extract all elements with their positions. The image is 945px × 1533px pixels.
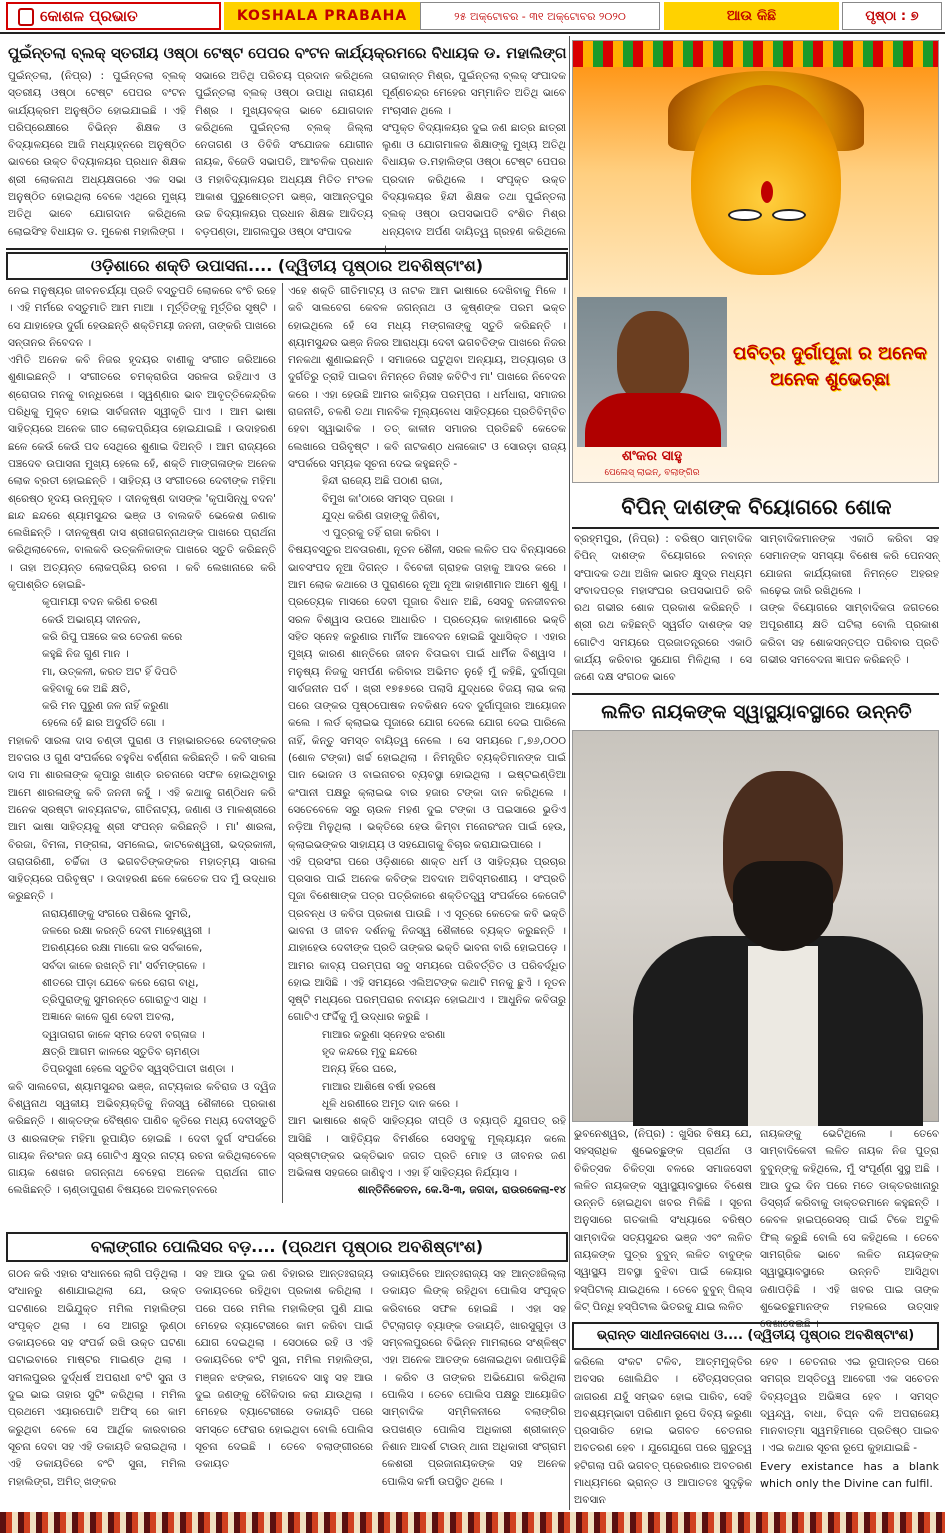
poem-line: ହୃଦ କନ୍ଦରେ ମୃଦୁ ଛନ୍ଦରେ xyxy=(322,1046,418,1059)
goddess-eye xyxy=(728,209,762,221)
story5-col1: ଭୁବନେଶ୍ୱର, (ନିପ୍ର) : ଖୁସିର ବିଷୟ ଯେ, ସହସ୍ରାଧିକ ଶୁଭେଚ୍ଛୁଙ୍କ ପ୍ରାର୍ଥନା ଓ ଚିକିତ୍ସକ ଚିକିତ୍ସା ବଳରେ ସମାଜସେବୀ ଲଳିତ ନାୟକଙ୍କ ସ୍ୱାସ୍ଥ୍ୟାବସ୍ଥାରେ ବିଶେଷ ଉନ୍ନତି ହୋଇଥିବା ଖବର ମିଳିଛି । ସୂଚନା ଅନୁସାରେ ଗତକାଲି ସଂଧ୍ୟାରେ ବରିଷ୍ଠ ସାମ୍ବାଦିକ ସତ୍ୟସୁନ୍ଦର ଭଞ୍ଜ ଏବଂ ଲଳିତ ନାୟକଙ୍କ ପୁତ୍ର ବୁବୁନ୍ ଲଳିତ ବାବୁଙ୍କ ସ୍ୱାସ୍ଥ୍ୟ ଅବସ୍ଥା ବୁଝିବା ପାଇଁ କେୟାର ହସ୍ପିଟାଲ୍ ଯାଇଥିଲେ । ତେବେ ବୁବୁନ୍ ପିଲ୍ସ କିଟ୍ ପିନ୍ଧି ହସ୍ପିଟାଲ ଭିତରକୁ ଯାଇ ଲଳିତ xyxy=(574,1128,752,1313)
sponsor-name: ଶଂକର ସାହୁ xyxy=(621,448,683,464)
goddess-durga-illustration xyxy=(691,85,841,275)
divider xyxy=(6,248,568,250)
story2-para: ମହାକବି ସାରଳା ଦାସ ଚଣ୍ଡୀ ପୁରାଣ ଓ ମହାଭାରତରେ ଦେବୀଙ୍କର ଅବତାର ଓ ଗୁଣ ସଂପର୍କରେ ବହୁବିଧ ବର୍ଣ୍ଣନା କରିଛନ୍ତି । କବି ସାରଳା ଦାସ ମା ଶାରଳାଙ୍କ କୃପାରୁ ଖାଣ୍ଡ ରଚନାରେ ସଫଳ ହୋଇଥିବାରୁ ଆମେ ଶାରଳାଙ୍କୁ କବି ଜନନୀ କହୁଁ । ଏହି କଥାକୁ ଗଣ୍ଠିଧନ କରି ଅନେକ ସ୍ରଷ୍ଟା କାବ୍ୟନାଟକ, ଗୀତିନାଟ୍ୟ, ଜଣାଣ ଓ ମାଳଶ୍ରୀରେ ଆମ ଭାଷା ସାହିତ୍ୟକୁ ଶ୍ରୀ ସଂପନ୍ନ କରିଛନ୍ତି । ମା' ଶାରଳା, ବିରଜା, ବିମଳା, ମଙ୍ଗଳା, ସମଲେଇ, କାଟକେଶ୍ୱରୀ, ଭଦ୍ରକାଳୀ, ତାରାତାରିଣୀ, ଚର୍ଚ୍ଚିକା ଓ ଭଗବତିଙ୍କଙ୍କର ମହାତ୍ମ୍ୟ ସାରଳା ସାହିତ୍ୟରେ ପରିବୃଷ୍ଟ । ଉଦାହରଣ ଛଳେ କେତେକ ପଦ ମୁଁ ଉଦ୍ଧାର କରୁଛନ୍ତି । xyxy=(8,734,276,903)
poem-line: ଅନ୍ୟ ହିଁରେ ଘରେ, xyxy=(322,1063,397,1076)
story6-english-quote: Every existance has a blank which only the Divine can fulfil. xyxy=(760,1459,939,1491)
column-divider xyxy=(282,283,283,1203)
photo-shirt xyxy=(748,946,818,1126)
greeting-message: ପବିତ୍ର ଦୁର୍ଗାପୂଜା ର ଅନେକ ଅନେକ ଶୁଭେଚ୍ଛା xyxy=(733,343,927,390)
story6-col2 xyxy=(760,1354,939,1508)
story1-col3: ତାରାକାନ୍ତ ମିଶ୍ର, ପୁଇଁନ୍ତଲା ବ୍ଲକ୍ ସଂପାଦକ ପୂର୍ଣ୍ଣଚନ୍ଦ୍ର ମେହେର ସମ୍ମାନିତ ଅତିଥି ଭାବେ ମଂଚାସୀନ ଥିଲେ । ସଂପୃକ୍ତ ବିଦ୍ୟାଳୟର ଦୁଇ ଜଣ ଛାତ୍ର ଛାତ୍ରୀ ଲୁଣା ଓ ଯୋଗମାଳଜ ଶିକ୍ଷାଙ୍କୁ ମୁଖ୍ୟ ଅତିଥି ବିଧାୟକ ଡ.ମହାଲିଙ୍ଗ ଓଷ୍ଠା ଟେଷ୍ଟ ପେପର ପ୍ରଦାନ କରିଥିଲେ । ସଂପୃକ୍ତ ଉକ୍ତ ବିଦ୍ୟାଳୟର ହିନ୍ଦୀ ଶିକ୍ଷକ ତଥା ପୁଇଁନ୍ତଲା ବ୍ଲକ୍ ଓଷ୍ଠା ଉପସଭାପତି ବଂଶିତ ମିଶ୍ର ଧନ୍ୟବାଦ ଅର୍ପଣ ଦାୟିତ୍ୱ ଗ୍ରହଣ କରିଥିଲେ । xyxy=(382,70,566,255)
newspaper-logo xyxy=(6,2,221,30)
story1-col2: ସଭାରେ ଅତିଥି ପରିଚୟ ପ୍ରଦାନ କରିଥିଲେ ପୁଇଁନ୍ତଲା ବ୍ଲକ୍ ଓଷ୍ଠା ଉପାଧି ନାରାୟଣ ମିଶ୍ର । ମୁଖ୍ୟବକ୍ତା ଭାବେ ଯୋଗଦାନ କରିଥିଲେ ପୁଇଁନ୍ତଲା ବ୍ଲକ୍ ଜିଲ୍ଲା ନେତାଗଣ ଓ ଡିବିଜି ସଂଯୋଜକ ଯୋଗୀନ ନାୟକ, ବିଜେଡି ସଭାପତି, ଆଂଚଳିକ ପ୍ରଧାନ ଓ ମହାବିଦ୍ୟାଳୟର ଅଧ୍ୟକ୍ଷ ମିତିତ ମଂଡଳ ଆକାଶ ପୁରୁଷୋତ୍ତମ ଭଞ୍ଜ, ସାଆନ୍ତପୁର ଉଚ୍ଚ ବିଦ୍ୟାଳୟର ପ୍ରଧାନ ଶିକ୍ଷକ ଆଦିତ୍ୟ ବଡ଼ପଣ୍ଡା, ଆଗଲପୁର ଓଷ୍ଠା ସଂପାଦକ xyxy=(195,70,373,238)
poem-line: ଅଜ୍ଞାନେ କାଳେ ଗୁଣ ଦେବୀ ଅବଲା, xyxy=(42,1011,175,1024)
story3-col3: ଡକାୟତିରେ ଆନ୍ତଃରାଜ୍ୟ ସହ ଆନ୍ତଃଜିଲ୍ଲା ଡକାୟତ ଲିଙ୍କ୍ ରହିଥିବା ପୋଲିସ ସଂପୃକ୍ତ କରିବାରେ ସଫଳ ହୋଇଛି । ଏହା ସହ ଟିଟ୍‌ଲାଗଡ଼ ବ୍ୟାଙ୍କ ଡକାୟତି, ଖାରସୁଗୁଡ଼ା ଓ ସମ୍ବଲପୁରରେ ବିଭିନ୍ନ ମାମଲାରେ ସଂଶ୍ଳିଷ୍ଟ ଏହା ଅନେକ ଆତଙ୍କ ଖେଳାଇଥିବା ଜଣାପଡ଼ିଛି । କରିବ ଓ ତାଙ୍କର ଅଭିଯୋଗ କରିଥିଲା ପୋଲିସ । ତେବେ ପୋଲିସ ପକ୍ଷରୁ ଆୟୋଜିତ ସାମ୍ବାଦିକ ସମ୍ମିଳନୀରେ ବଲାଙ୍ଗିର ଉପଖଣ୍ଡ ପୋଲିସ ଅଧିକାରୀ ଶ୍ରୀକାନ୍ତ ନିଶାନ ଆଦର୍ଶ ଟାଉନ୍ ଥାନା ଅଧିକାରୀ ସଂଗ୍ରାମ କେଶରୀ ପ୍ରଜାନାୟକଙ୍କ ସହ ଅନେକ ପୋଲିସ କର୍ମୀ ଉପସ୍ଥିତ ଥିଲେ । xyxy=(382,1268,566,1488)
poem-line: କହିବାକୁ କେ ଅଛି କ୍ଷତି, xyxy=(42,682,131,695)
divider xyxy=(572,693,939,695)
story5-headline: ଲଳିତ ନାୟକଙ୍କ ସ୍ୱାସ୍ଥ୍ୟାବସ୍ଥାରେ ଉନ୍ନତି xyxy=(601,701,912,723)
story2-poem4 xyxy=(288,1027,566,1113)
greeting-advertisement xyxy=(572,40,939,483)
story2-headline: ଓଡ଼ିଶାରେ ଶକ୍ତି ଉପାସନା.... (ଦ୍ୱିତୀୟ ପୃଷ୍ଠାର ଅବଶିଷ୍ଟାଂଶ) xyxy=(6,252,568,280)
page-number: ପୃଷ୍ଠା : ୭ xyxy=(842,2,942,30)
story4-headline: ବିପିନ୍ ଦାଶଙ୍କ ବିୟୋଗରେ ଶୋକ xyxy=(621,495,892,519)
poem-line: ହେଲେ ହେଁ ଛାର ଅଦୁର୍ଗତି ଗୋ । xyxy=(42,717,165,730)
story2-para: କବି ସାଲବେଗ, ଶ୍ୟାମସୁନ୍ଦର ଭଞ୍ଜ, ନାଟ୍ୟକାର କବିରାଜ ଓ ଦ୍ୱିଜ ବିଶ୍ୱନାଥ ସ୍ୱକୀୟ ଅଭିବ୍ୟକ୍ତିକୁ ନିଜସ୍ୱ ଶୈଳୀରେ ପ୍ରକାଶ କରିଛନ୍ତି । ଶାକ୍ତଙ୍କ ବୈଷ୍ଣବ ପାଣିବ କୃତିରେ ମଧ୍ୟ ଦେବୀସ୍ତୁତି ଓ ଶାରଳାଙ୍କ ମହିମା ରୂପାୟିତ ହୋଇଛି । ଦେବୀ ଦୁର୍ଗ ସଂପର୍କରେ ଗାୟକ ନିରଂଜନ ଜୟ ଗୋଟିଏ କ୍ଷୁଦ୍ର ନାଟ୍ୟ ରଚନା କରିଥିଲାବେଳେ ଗାୟକ ଶେଖର ଜଗନ୍ନାଥ ବେହେରା ଅନେକ ପ୍ରାର୍ଥନା ଗୀତ ଲେଖିଛନ୍ତି । ଚାଣ୍ଡାପୁରାଣ ବିଷୟରେ ଅବଲମ୍ବନରେ xyxy=(8,1080,276,1197)
poem-line: ଜଳରେ ରକ୍ଷା କରନ୍ତି ଦେବୀ ମାହେଶ୍ୱରୀ । xyxy=(42,924,211,937)
poem-line: ମା, ଉତ୍କଳୀ, କରତ ଅଟ ହିଁ ଦିପତି xyxy=(42,665,177,678)
poem-line: କହୁଛି ନିଜ ଗୁଣ ମାନ । xyxy=(42,648,129,661)
story2-para: ନେଇ ମନୁଷ୍ୟର ଜୀବନଚର୍ଯ୍ୟା ପ୍ରତି ବସ୍ତୁପତି ଲୋକରେ ବଂଚି ରହେ । ଏହି ମର୍ମରେ ବସ୍ତୁମାତି ଆମ ମାଆ । ମୂର୍ତ୍ତିଙ୍କୁ ମୂର୍ତ୍ତିର ସୃଷ୍ଟି । ସେ ଯାହାହେଉ ଦୁର୍ଗା ହେଉଛନ୍ତି ଶକ୍ତିମୟୀ ଜନନୀ, ତାଙ୍କରି ପାଖରେ ସନ୍ତାନର ନିବେଦନ । xyxy=(8,285,276,349)
story6-headline: ଭ୍ରାନ୍ତ ସାଧୀନତାବୋଧ ଓ.... (ଦ୍ୱିତୀୟ ପୃଷ୍ଠାର ଅବଶିଷ୍ଟାଂଶ) xyxy=(572,1322,939,1350)
poem-line: କେଉଁ ଅଭାଗ୍ୟ ଦୀନଜନ, xyxy=(42,613,141,626)
toran-decoration xyxy=(573,41,938,67)
lalit-nayak-photo xyxy=(572,730,939,1122)
poem-line: ଯୁଦ୍ଧ କରିଣ ତାହାଙ୍କୁ ଜିଣିବା, xyxy=(322,509,440,522)
poem-line: ମାଆର ଆଶିଷେ ବର୍ଷା ହରଷେ xyxy=(322,1080,436,1093)
poem-line: ସର୍ବଦା କାଳେ ରଖନ୍ତି ମା' ସର୍ବମଙ୍ଗଳେ । xyxy=(42,959,206,972)
story2-poem3 xyxy=(288,473,566,542)
story3-col1: ଗଠନ କରି ଏହାର ସଂଧାନରେ ଲାଗି ପଡ଼ିଥିଲା । ସଂଧାନରୁ ଶଣାଯାଇଥିଲା ଯେ, ଉକ୍ତ ଘଟଣାରେ ଅଭିଯୁକ୍ତ ମମିଲ ମହାଲିଙ୍ଗ ସଂପୃକ୍ତ ଥିଲା । ସେ ଆଗରୁ ଲୁଣ୍ଠା ଡକାୟତରେ ସହ ସଂପର୍କ ରଖି ଉକ୍ତ ଘଟଣା ଘଟାଇବାରେ ମାଷ୍ଟର ମାଇଣ୍ଡ ଥିଲା । ସମଲପୁରର ଦୁର୍ଦ୍ଧର୍ଷ ଅପରାଧୀ ବଂଟି ସୁନା ଓ ଦୁଇ ଭାଇ ତାହାର ସୁଟିଂ କରିଥିଲା । ମମିଲ ପ୍ରଥମେ ଏୟାରପୋଟି ଅଫିସ୍ ରେ କାମ କରୁଥିବା ବେଳେ ସେ ଆର୍ଥିକ କାରବାରର ସୂଚନା ଦେବା ସହ ଏହି ଡକାୟତି କରାଇଥିଲା । ଏହି ଡକାୟତିରେ ବଂଟି ସୁନା, ମମିଲ ମହାଲିଙ୍ଗ, ଅମିତ୍ ଖଙ୍କର xyxy=(8,1268,186,1488)
newspaper-name: KOSHALA PRABAHA xyxy=(224,2,420,30)
bindi-mark xyxy=(761,181,773,203)
story2-signature: ଶାନ୍ତିନିକେତନ, କେ.ସି-୩, ଜଗଦା, ରାଉରକେଲା-୧୪ xyxy=(357,1184,566,1197)
poem-line: ଏ ପୁତ୍ରକୁ ତହିଁ ରାଜା କରିବା । xyxy=(322,527,439,540)
photo-beard xyxy=(733,861,833,951)
poem-line: ଅରଣ୍ୟରେ ରକ୍ଷା ମାଗୋ କର ସର୍ବକାଳେ, xyxy=(42,942,203,955)
poem-line: କ୍ଷତ୍ରି ଆଗମ କାଳରେ ସ୍ତୁତିବ ଚାମଣ୍ଡା xyxy=(42,1046,200,1059)
poem-line: କରି ମନ ପୁରୁଣ ଜଳ ନାହିଁ କରୁଣା xyxy=(42,700,169,713)
logo-icon xyxy=(18,8,34,26)
poem-line: ହିନ୍ଦୀ ରାଜ୍ୟେ ଅଛି ପଠାଣ ରାଜା, xyxy=(322,475,443,488)
issue-date: ୨୫ ଅକ୍ଟୋବର - ୩୧ ଅକ୍ଟୋବର ୨୦୨୦ xyxy=(420,2,660,30)
story1-headline: ପୁଇଁନ୍ତଲା ବ୍ଲକ୍ ସ୍ତରୀୟ ଓଷ୍ଠା ଟେଷ୍ଟ ପେପର ବଂଟନ କାର୍ଯ୍ୟକ୍ରମରେ ବିଧାୟକ ଡ. ମହାଲିଙ୍ଗ xyxy=(8,44,567,62)
sponsor-photo xyxy=(577,297,727,447)
decorative-border xyxy=(0,1512,945,1533)
sponsor-head xyxy=(617,311,689,403)
poem-line: ବିମୁଖ କା'ଠାରେ ସମସ୍ତ ପ୍ରଜା । xyxy=(322,492,454,505)
poem-line: ଦ୍ୱାତାରାଗ କାଳେ ସ୍ମର ଦେବୀ ବଗ୍ଳାଜ । xyxy=(42,1028,205,1041)
story2-para: ଏହି ପ୍ରସଂଗ ପରେ ଓଡ଼ିଶାରେ ଶାକ୍ତ ଧର୍ମ ଓ ସାହିତ୍ୟର ପ୍ରଚାର ପ୍ରସାର ପାଇଁ ଅନେକ କବିଙ୍କ ଅବଦାନ ଅବିସ୍ମରଣୀୟ । ସଂପ୍ରତି ପୂଜା ବିଶେଷାଙ୍କ ପତ୍ର ପତ୍ରିକାରେ ଶକ୍ତିତତ୍ତ୍ୱ ସଂପର୍କରେ କେତୋଟି ପ୍ରବନ୍ଧ ଓ କବିତା ପ୍ରକାଶ ପାଉଛି । ଏ ସୂତ୍ରେ କେତେକ କବି ଭକ୍ତି ଭାବନା ଓ ଜୀବନ ଦର୍ଶନକୁ ନିଜସ୍ୱ ଶୈଳୀରେ ବ୍ୟକ୍ତ କରୁଛନ୍ତି । ଯାହାହେଉ ଦେବୀଙ୍କ ପ୍ରତି ତାଙ୍କର ଭକ୍ତି ଭାବନା ବାରି ହୋଇପଡ଼େ । ଆମର କାବ୍ୟ ପରମ୍ପରା ସବୁ ସମୟରେ ପରିବର୍ତ୍ତିତ ଓ ପରିବର୍ଦ୍ଧିତ ହୋଇ ଆସିଛି । ଏହି ସମୟରେ ଏଲିଅଟଙ୍କ କଥାଟି ମନକୁ ଛୁଏଁ । ନୂତନ ସୃଷ୍ଟି ମଧ୍ୟରେ ପରମ୍ପରାର ନବାୟନ ହୋଇଥାଏ । ଆଧୁନିକ କବିତାରୁ ଗୋଟିଏ ଫର୍ଦ୍ଦିକୁ ମୁଁ ଉଦ୍ଧାର କରୁଛି । xyxy=(288,855,566,1024)
story2-para: ବିଷୟବସ୍ତୁର ଅବତାରଣା, ନୂତନ ଶୈଳୀ, ସରଳ ଲଳିତ ପଦ ବିନ୍ୟାସରେ ଭାବସଂପଦ ନୂଆ ଦିଗନ୍ତ । ବିବେକୀ ଗ୍ରାହକ ତାହାକୁ ଆଦର କରେ । ଆମ ଲୋକ କଥାରେ ଓ ପୁରାଣରେ ନୂଆ ନୂଆ କାହାଣୀମାନ ଆମେ ଶୁଣୁ । ପ୍ରତ୍ୟେକ ମାସରେ ଦେବୀ ପୂଜାର ବିଧାନ ଅଛି, ସେସବୁ ଜନଜୀବନର ସରଳ ବିଶ୍ୱାସ ଉପରେ ଆଧାରିତ । ପ୍ରତ୍ୟେକ କାହାଣୀରେ ଭକ୍ତି ସହିତ ସ୍ନେହ କରୁଣାର ମାର୍ମିକ ଆବେଦନ ହୋଇଛି ସୁଧାସିକ୍ତ । ଏହାର ମୁଖ୍ୟ କାରଣ ଶାନ୍ତିରେ ଜୀବନ ବିତାଇବା ପାଇଁ ଧାର୍ମିକ ବିଶ୍ୱାସ । ମନୁଷ୍ୟ ନିଜକୁ ସମର୍ପଣ କରିବାର ଅଭିମତ ନୁହେଁ ମୁଁ କହିଛି, ଦୁର୍ଗାପୂଜା ସାର୍ବଜନୀନ ପର୍ବ । ଖ୍ରୀ ୧୭୫୭ରେ ପଲାସି ଯୁଦ୍ଧରେ ବିଜୟ ଲାଭ କଲା ପରେ ତାଙ୍କର ପୃଷ୍ଠପୋଷକ ନବକିଶନ ଦେବ ଦୁର୍ଗାପୂଜାର ଆୟୋଜନ କଲେ । ଲର୍ଡ କ୍ଲାଇଭ ପୂଜାରେ ଯୋଗ ଦେଲେ ଯୋଗ ଦେଇ ପାରିଲେ ନାହିଁ, କିନ୍ତୁ ସମସ୍ତ ବାୟିତ୍ୱ ନେଲେ । ସେ ସମୟରେ ୮,୭୬,୦୦୦ (ଶୋଳ ଟଙ୍କା) ଖର୍ଚ୍ଚ ହୋଇଥିଲା । ନିମନ୍ତ୍ରିତ ବ୍ୟକ୍ତିମାନଙ୍କ ପାଇଁ ପାନ ଭୋଜନ ଓ ବାଇନାଚର ବ୍ୟବସ୍ଥା ହୋଇଥିଲା । ଇଷ୍ଟଇଣ୍ଡିଆ କଂପାନୀ ପକ୍ଷରୁ କ୍ଲାଇଭ ବାର ହଜାର ଟଙ୍କା ଦାନ କରିଥିଲେ । ସେତେବେଳେ ସରୁ ଚାଉଳ ମହଣ ଦୁଇ ଟଙ୍କା ଓ ପଇସାରେ ଭୁଡିଏ ନଡ଼ିଆ ମିଳୁଥିଲା । ଭକ୍ତିରେ ହେଉ କିମ୍ବା ମନୋରଂଜନ ପାଇଁ ହେଉ, କ୍ଲାଇଭଙ୍କର ସାହାଯ୍ୟ ଓ ସହଯୋଗକୁ ବିଚାର କରାଯାଇପାରେ । xyxy=(288,544,566,851)
story4-col1: ବ୍ରହ୍ମପୁର, (ନିପ୍ର) : ବରିଷ୍ଠ ସାମ୍ବାଦିକ ବିପିନ୍ ଦାଶଙ୍କ ବିୟୋଗରେ ନବାନ୍ନ ସଂପାଦକ ତଥା ଅଖିଳ ଭାରତ କ୍ଷୁଦ୍ର ମଧ୍ୟମ ସଂବାଦପତ୍ର ମହାସଂଘର ଉପସଭାପତି ରବି ରଥ ଗଭୀର ଶୋକ ପ୍ରକାଶ କରିଛନ୍ତି । ଶ୍ରୀ ରଥ କହିଛନ୍ତି ସ୍ୱର୍ଗତ ଦାଶଙ୍କ ସହ ଗୋଟିଏ ସମୟରେ ପ୍ରଜାତନ୍ତ୍ରରେ ଏକାଠି କାର୍ଯ୍ୟ କରିବାର ସୁଯୋଗ ମିଳିଥିଲା । ସେ ଜଣେ ଦକ୍ଷ ସଂଗଠକ ଭାବେ xyxy=(574,533,752,684)
poem-line: ମାଆର କରୁଣା ସ୍ନେହର ଝରଣା xyxy=(322,1028,446,1041)
goddess-eye xyxy=(772,209,806,221)
story2-para: ଆମ ଭାଷାରେ ଶକ୍ତି ସାହିତ୍ୟର ଦୀପ୍ତି ଓ ବ୍ୟାପ୍ତି ଯୁଗପତ୍ ରହି ଆସିଛି । ସାହିତ୍ୟିକ ବିମର୍ଶରେ ସେସବୁକୁ ମୂଲ୍ୟାୟନ କଲେ ସ୍ରଷ୍ଟାଙ୍କର ଭକ୍ତିଭାବ ଜଗତ ପ୍ରତି ମୋହ ଓ ଜୀବନର ଜଣ ଅଭିଳାଷ ସହଜରେ ଜାଣିହୁଏ । ଏହା ହିଁ ସାହିତ୍ୟର ନିର୍ଯ୍ୟାସ । xyxy=(288,1115,566,1180)
story2-right-col xyxy=(288,283,566,1213)
story3-col2: ସହ ଆଉ ଦୁଇ ଜଣ ବିହାରର ଆନ୍ତଃରାଜ୍ୟ ଡକାୟତରେ ରହିଥିବା ପ୍ରକାଶ କରିଥିଲା । ପରେ ପରେ ମମିଲ ମହାଲିଙ୍ଗ ପୁଣି ଯାଇ ମେହେର ବ୍ୟାଟେରୀରେ କାମ କରିବା ପାଇଁ ଯୋଗ ଦେଇଥିଲା । ସେଠାରେ ରହି ଓ ଏହି ଡକାୟତିରେ ବଂଟି ସୁନା, ମମିଲ ମହାଲିଙ୍ଗ, ମଞ୍ଜନ ଝଙ୍କର, ମହାଦେବ ସାହୁ ସହ ଆଉ ଦୁଇ ଜଣଙ୍କୁ ଚୌକିଦାର କରା ଯାଉଥିଲା । ମେହେର ବ୍ୟାଟେରୀରେ ଡକାୟତି ପରେ ସମସ୍ତେ ଫେରାର ହୋଇଥିବା ବୋଲି ପୋଲିସ ସୂଚନା ଦେଇଛି । ତେବେ ବଲାଙ୍ଗୀରରେ ଡକାୟତ xyxy=(195,1268,373,1471)
divider xyxy=(572,527,939,529)
story2-para: ଏମିତି ଅନେକ କବି ନିଜର ହୃଦୟର ବାଣୀକୁ ସଂଗୀତ ଜରିଆରେ ଶୁଣାଇଛନ୍ତି । ସଂଗୀତରେ ଚମକ୍ରାରିତା ସରଳତା ରହିଥାଏ ଓ ଶ୍ରୋତାର ମନକୁ ବାନ୍ଧିରଖେ । ସ୍ୱଣ୍ଣାର ଭାବ ଆବୃତ୍ତିକେନ୍ଦ୍ରିକ ପରିଧିକୁ ମୁକ୍ତ ହୋଇ ସାର୍ବଜନୀନ ସ୍ୱୀକୃତି ପାଏ । ଆମ ଭାଷା ସାହିତ୍ୟରେ ଅନେକ ଗୀତ ଲୋକପ୍ରିୟତା ହୋଇଯାଇଛି । ଉଦାହରଣ ଛଳେ କେଉଁ କେଉଁ ପଦ ସେଥିରେ ଶୁଣାଇ ଦିଅନ୍ତି । ଆମ ରାଜ୍ୟରେ ପଞ୍ଚଦେବ ଉପାସନା ମୁଖ୍ୟ ହେଲେ ହେଁ, ଶକ୍ତି ମାଙ୍ଗଳାଙ୍କ ଅନେକ ଲୋକ ବ୍ରତୀ ହୋଇଛନ୍ତି । ସାହିତ୍ୟ ଓ ସଂଗୀତରେ ଦେବୀଙ୍କ ମହିମା ଶ୍ରେଷ୍ଠ ହୃଦୟ ଉନ୍ମୁକ୍ତ । ଦୀନକୃଷ୍ଣ ଦାସଙ୍କ 'କୃପାସିନ୍ଧୁ ବଦନ' ଛାନ୍ଦ ଛନ୍ଦରେ ଶ୍ୟାମସୁନ୍ଦର ଭଞ୍ଜ ଓ ବାଲକବି ଭେକେଶ ଜଣାକ ଲେଖିଛନ୍ତି । ଦୀନକୃଷ୍ଣ ଦାସ ଶ୍ରୀଜଗନ୍ନାଥଙ୍କ ପାଖରେ ପ୍ରାର୍ଥନା କରିଥିଲାବେଳେ, ବାଲକବି ଉତ୍କଳିକାଙ୍କ ପାଖରେ ସ୍ତୁତି କରିଛନ୍ତି । ତାହା ଅତ୍ୟନ୍ତ ଲୋକପ୍ରିୟ ରଚନା । କବି ଲେଖାନାରେ କରି କୃପାଶ୍ରିତ ହୋଇଛି- xyxy=(8,354,276,592)
sponsor-shirt xyxy=(585,393,721,447)
poem-line: ଶୀତରେ ପୀଡ଼ା ଯେବେ କରେ ରୋଗ ବାଧି, xyxy=(42,976,199,989)
story2-poem1 xyxy=(8,594,276,732)
poem-line: କୃପାମୟୀ ବଦନ କରିଣ ଚରଣ xyxy=(42,596,158,609)
section-title: ଆଉ କିଛି xyxy=(664,2,839,30)
story3-headline: ବଲାଙ୍ଗୀର ପୋଲିସର ବଡ଼.... (ପ୍ରଥମ ପୃଷ୍ଠାର ଅବଶିଷ୍ଟାଂଶ) xyxy=(6,1232,568,1262)
story2-poem2 xyxy=(8,906,276,1079)
story6-col1: କରିଲେ ସଂକଟ ଟଳିବ, ଆତ୍ମମୁକ୍ତିର ଅବସର ଖୋଲିଯିବ । ଚୈତ୍ୟସତ୍ତାର ଜାଗରଣ ଯହୁଁ ସମ୍ଭବ ହୋଇ ପାରିବ, ସେହି ଅବଶ୍ୟମ୍ଭାବୀ ପରିଣାମ ରୂପେ ଦିବ୍ୟ କରୁଣା ପ୍ରସାରିତ ହୋଇ ଭଗବତ ଚେତନାର ଅବତରଣ ହେବ । ଯୁଗେଯୁଗେ ପରେ ଗୁରୁତ୍ୱ ହଟିଗଲା ପରି ଭଗବତ୍ ପ୍ରେରଣାର ଅବତରଣ ମାଧ୍ୟମରେ ଭ୍ରାନ୍ତ ଓ ଆପାତତଃ ସୁଦୃଢ଼ିକ ଅବସାନ xyxy=(574,1356,752,1507)
page-column-divider xyxy=(569,36,570,1510)
sponsor-address: ପେଲେସ୍ ଲାଇନ୍, ବଲାଙ୍ଗିର xyxy=(604,468,700,478)
story4-col2: ସାମ୍ବାଦିକମାନଙ୍କ ଏକାଠି କରିବା ସହ ସେମାନଙ୍କ ସମସ୍ୟା ବିଶେଷ କରି ପେନସନ୍ ଯୋଜନା କାର୍ଯ୍ୟକାରୀ ନିମନ୍ତେ ଅହରହ ଲଢ଼େଇ ଜାରି ରଖିଥିଲେ । ତାଙ୍କ ବିୟୋଗରେ ସାମ୍ବାଦିକତା ଜଗତରେ ଅପୂରଣୀୟ କ୍ଷତି ଘଟିଲା ବୋଲି ପ୍ରକାଶ କରିବା ସହ ଶୋକସନ୍ତପ୍ତ ପରିବାର ପ୍ରତି ଗଭୀର ସମବେଦନା ଜ୍ଞାପନ କରିଛନ୍ତି । xyxy=(760,533,939,667)
story2-para: ଏହେ ଶକ୍ତି ଗୀତିମାଟ୍ୟ ଓ ନାଟକ ଆମ ଭାଷାରେ ଦେଖିବାକୁ ମିଳେ । କବି ସାଲବେଗ କେବଳ ଜଗନ୍ନାଥ ଓ କୃଷ୍ଣଙ୍କ ପରମ ଭକ୍ତ ହୋଇଥିଲେ ହେଁ ସେ ମଧ୍ୟ ମଙ୍ଗଳାଙ୍କୁ ସ୍ତୁତି କରିଛନ୍ତି । ଶ୍ୟାମସୁନ୍ଦର ଭଞ୍ଜ ନିଜର ଆରାଧ୍ୟା ଦେବୀ ଭଗବତିଙ୍କ ପାଖରେ ନିଜର ମନକଥା ଶୁଣାଇଛନ୍ତି । ସମାଜରେ ଘଟୁଥିବା ଅନ୍ୟାୟ, ଅତ୍ୟାଚାର ଓ ଦୁର୍ଗତିରୁ ତ୍ରାହି ପାଇବା ନିମନ୍ତେ ନିରୀହ କବିଟିଏ ମା' ପାଖରେ ନିବେଦନ କରେ । ଏହା ହେଉଛି ଆମର କାବ୍ୟିକ ପରମ୍ପରା । ଧର୍ମଧାରା, ସମାଜର ରାଜନୀତି, ଚଳଣି ତଥା ମାନବିକ ମୂଲ୍ୟବୋଧ ସାହିତ୍ୟରେ ପ୍ରତିବିମ୍ବିତ ହେବା ସ୍ୱାଭାବିକ । ତତ୍ କାଳୀନ ସମାଜର ପ୍ରତିଛବି କେତେକ ଲେଖାରେ ପରିବୃଷ୍ଟ । କବି ନାଟକଣ୍ଠ ଧଳାକୋଟ ଓ ସୋରଡ଼ା ରାଜ୍ୟ ସଂପର୍କରେ ସମ୍ୟକ ସୂଚନା ଦେଇ କହୁଛନ୍ତି - xyxy=(288,285,566,470)
poem-line: କରି ରିପୁ ପଞ୍ଚରେ କର ତେଜଣ କରେ xyxy=(42,630,183,643)
poem-line: ତିପ୍ରସୁଖୀ ହେଲେ ସ୍ତୁତିବ ସ୍ୱସ୍ତିପାତୀ ଖଣ୍ଡା । xyxy=(42,1063,234,1076)
story6-para: ହେବ । ଚେତନାର ଏଇ ରୂପାନ୍ତର ପରେ ସମଗ୍ର ଅସ୍ତିତ୍ୱ ଆବେଗୀ ଏକ ସଚେତନ ଦିବ୍ୟତ୍ୱର ଅଭିଜ୍ଞତା ହେବ । ସମସ୍ତ ଦ୍ୱନ୍ଦ୍ୱ, ବାଧା, ବିଘ୍ନ ଦଳି ଅପରାଜେୟ ମାନବାତ୍ମା ସ୍ୱମହିମାରେ ପ୍ରତିଷ୍ଠ ପାଇବ । ଏଇ କଥାର ସୂଚନା ରୂପେ କୁହାଯାଇଛି - xyxy=(760,1356,939,1455)
poem-line: ତ୍ରିପୁରାଙ୍କୁ ସୁମରନ୍ତେ ଗୋରାତୁଏ ସାଧି । xyxy=(42,994,207,1007)
story1-col1: ପୁଇଁନ୍ତଲା, (ନିପ୍ର) : ପୁଇଁନ୍ତଲା ବ୍ଲକ୍ ସ୍ତରୀୟ ଓଷ୍ଠା ଟେଷ୍ଟ ପେପର ବଂଟନ କାର୍ଯ୍ୟକ୍ରମ ଅନୁଷ୍ଠିତ ହୋଇଯାଇଛି । ଏହି ପରିପ୍ରେକ୍ଷୀରେ ବିଭିନ୍ନ ଶିକ୍ଷକ ଓ ବିଦ୍ୟାଳୟରେ ଆଜି ମଧ୍ୟାହ୍ନରେ ଅନୁଷ୍ଠିତ ଭାବରେ ଉକ୍ତ ବିଦ୍ୟାଳୟର ପ୍ରଧାନ ଶିକ୍ଷକ ଶ୍ରୀ ଲୋକନାଥ ଅଧ୍ୟକ୍ଷତାରେ ଏକ ସଭା ଅନୁଷ୍ଠିତ ହୋଇଥିଲା ବେଳେ ଏଥିରେ ମୁଖ୍ୟ ଅତିଥି ଭାବେ ଯୋଗଦାନ କରିଥିଲେ ଲୋଇସିଂହ ବିଧାୟକ ଡ. ମୁକେଶ ମହାଲିଙ୍ଗ । xyxy=(8,70,186,238)
logo-text: କୋଶଳ ପ୍ରଭାତ xyxy=(40,7,138,25)
poem-line: ଧୂଳି ଧରଣୀରେ ଅମୃତ ଦାନ କରେ । xyxy=(322,1097,459,1110)
poem-line: ନାରାୟଣୀଙ୍କୁ ସଂଗରେ ପଶିଲେ ସୁମରି, xyxy=(42,907,192,920)
story5-col2: ନାୟକଙ୍କୁ ଭେଟିଥିଲେ । ତେବେ ସାମ୍ବାଦିକେବୀ ଲଳିତ ନାୟକ ନିଜ ପୁତ୍ରା ବୁବୁନ୍ଙ୍କୁ କହିଥିଲେ, ମୁଁ ସଂପୂର୍ଣ୍ଣ ସୁସ୍ଥ ଅଛି । ଆଉ ଦୁଇ ଦିନ ପରେ ମତେ ଡାକ୍ତରଖାନାରୁ ଡିସ୍‌ଚାର୍ଜ କରିବାକୁ ଡାକ୍ତରମାନେ କହୁଛନ୍ତି । କେବଳ ହାଇପ୍ରେସର୍ ପାଇଁ ଟିକେ ଅଟୁଳି ଫିଲ୍ କରୁଛି ବୋଲି ସେ କହିଥିଲେ । ତେବେ ସାମଗ୍ରିକ ଭାବେ ଲଳିତ ନାୟକଙ୍କ ସ୍ୱାସ୍ଥ୍ୟାବସ୍ଥାରେ ଉନ୍ନତି ଆସିଥିବା ଜଣାପଡ଼ିଛି । ଏହି ଖବର ପାଇ ତାଙ୍କ ଶୁଭେଚ୍ଛୁମାନଙ୍କ ମହଲରେ ଉତ୍ସାହ ଦେଖାଦେଇଛି । xyxy=(760,1128,939,1331)
